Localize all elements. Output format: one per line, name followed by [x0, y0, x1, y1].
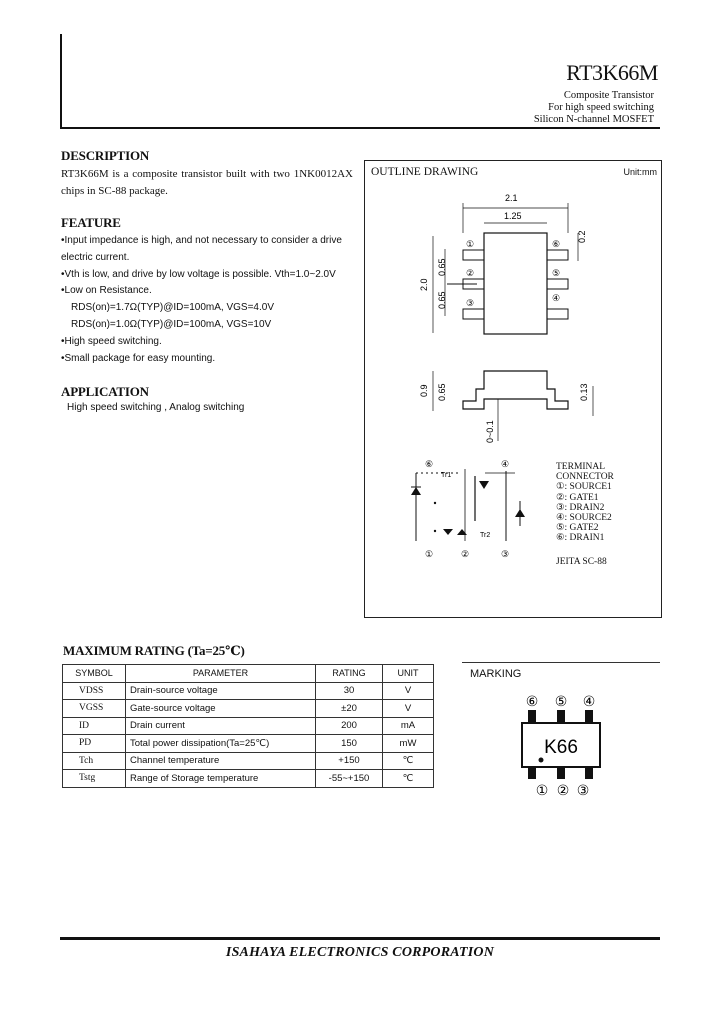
rating-cell: ±20 — [316, 700, 383, 718]
dim-pitch: 0.65 — [437, 258, 447, 276]
feature-list — [61, 233, 361, 367]
table-row — [63, 752, 434, 770]
marking-pin: ④ — [582, 694, 596, 710]
pin-label: ④ — [552, 293, 561, 303]
terminal-item: ⑥: DRAIN1 — [556, 533, 605, 544]
terminal-connector-list — [556, 462, 614, 544]
pin-label: ④ — [501, 459, 510, 469]
unit-cell: mA — [383, 717, 434, 735]
marking-pin: ③ — [576, 783, 590, 799]
table-row — [63, 717, 434, 735]
unit-cell: ℃ — [383, 752, 434, 770]
feature-item: RDS(on)=1.7Ω(TYP)@ID=100mA, VGS=4.0V — [71, 302, 274, 314]
outline-unit: Unit:mm — [623, 167, 657, 177]
pin-label: ① — [425, 549, 434, 559]
dim-width-body: 1.25 — [504, 211, 522, 221]
pin-label: ⑤ — [552, 268, 561, 278]
transistor-label: Tr2 — [480, 532, 491, 539]
pin-label: ③ — [501, 549, 510, 559]
application-heading: APPLICATION — [61, 384, 149, 399]
terminal-item: ②: GATE1 — [556, 492, 599, 503]
parameter-cell: Range of Storage temperature — [126, 770, 316, 788]
package-drawing — [365, 161, 661, 617]
pin-label: ⑥ — [425, 459, 434, 469]
unit-cell: ℃ — [383, 770, 434, 788]
unit-cell: mW — [383, 735, 434, 753]
feature-heading: FEATURE — [61, 215, 121, 230]
part-subtitle — [534, 90, 654, 126]
column-header: RATING — [316, 665, 383, 683]
feature-item: •Small package for easy mounting. — [61, 352, 216, 364]
dim-width-total: 2.1 — [505, 193, 518, 203]
outline-title: OUTLINE DRAWING — [371, 166, 479, 178]
terminal-item: ③: DRAIN2 — [556, 502, 605, 513]
header-vertical-rule — [60, 34, 62, 128]
subtitle-line: Composite Transistor — [563, 90, 654, 101]
rating-cell: 150 — [316, 735, 383, 753]
symbol-cell: ID — [63, 717, 126, 735]
symbol-cell: Tch — [63, 752, 126, 770]
feature-item: •Low on Resistance. — [61, 285, 152, 297]
rating-cell: 30 — [316, 682, 383, 700]
table-row — [63, 682, 434, 700]
dim-lead-thickness: 0.13 — [579, 383, 589, 401]
symbol-cell: VGSS — [63, 700, 126, 718]
pin1-dot — [539, 758, 544, 763]
pin-label: ⑥ — [552, 239, 561, 249]
dim-lead: 0.2 — [577, 230, 587, 243]
marking-heading: MARKING — [470, 668, 522, 680]
subtitle-line: For high speed switching — [548, 102, 654, 113]
parameter-cell: Drain current — [126, 717, 316, 735]
terminal-item: ④: SOURCE2 — [556, 513, 612, 524]
column-header: PARAMETER — [126, 665, 316, 683]
max-rating-heading: MAXIMUM RATING (Ta=25℃) — [63, 643, 245, 658]
parameter-cell: Total power dissipation(Ta=25℃) — [126, 735, 316, 753]
pin-label: ② — [461, 549, 470, 559]
symbol-cell: VDSS — [63, 682, 126, 700]
outline-drawing-box — [364, 160, 662, 618]
feature-item: electric current. — [61, 251, 130, 263]
symbol-cell: PD — [63, 735, 126, 753]
unit-cell: V — [383, 700, 434, 718]
footer-rule — [60, 937, 660, 940]
unit-cell: V — [383, 682, 434, 700]
rating-cell: 200 — [316, 717, 383, 735]
header-horizontal-rule — [60, 127, 660, 129]
dim-thickness: 0.9 — [419, 384, 429, 397]
pin-label: ③ — [466, 298, 475, 308]
marking-pin: ① — [535, 783, 549, 799]
table-row — [63, 700, 434, 718]
symbol-cell: Tstg — [63, 770, 126, 788]
pin-label: ① — [466, 239, 475, 249]
parameter-cell: Gate-source voltage — [126, 700, 316, 718]
column-header: UNIT — [383, 665, 434, 683]
dim-lead2: 0.65 — [437, 383, 447, 401]
max-rating-table — [62, 664, 434, 788]
application-text: High speed switching , Analog switching — [67, 402, 245, 413]
company-name: ISAHAYA ELECTRONICS CORPORATION — [225, 945, 495, 960]
feature-item: •Vth is low, and drive by low voltage is possible. Vth=1.0~2.0V — [61, 268, 336, 280]
feature-item: RDS(on)=1.0Ω(TYP)@ID=100mA, VGS=10V — [71, 318, 272, 330]
description-heading: DESCRIPTION — [61, 148, 150, 163]
subtitle-line: Silicon N-channel MOSFET — [533, 114, 654, 125]
dim-pitch: 0.65 — [437, 291, 447, 309]
terminal-heading: CONNECTOR — [556, 472, 614, 483]
marking-drawing — [516, 690, 606, 800]
marking-pin: ⑥ — [525, 694, 539, 710]
table-header-row — [63, 665, 434, 683]
table-row — [63, 735, 434, 753]
terminal-item: ①: SOURCE1 — [556, 482, 612, 493]
description-text: RT3K66M is a composite transistor built with two 1NK0012AX chips in SC-88 package. — [61, 168, 353, 197]
marking-pin: ⑤ — [554, 694, 568, 710]
column-header: SYMBOL — [63, 665, 126, 683]
terminal-heading: TERMINAL — [556, 462, 606, 472]
feature-item: •Input impedance is high, and not necessary to consider a drive — [61, 235, 342, 246]
transistor-label: Tr1 — [441, 472, 452, 479]
rating-cell: -55~+150 — [316, 770, 383, 788]
table-row — [63, 770, 434, 788]
terminal-item: ⑤: GATE2 — [556, 523, 599, 534]
package-side-view — [463, 371, 568, 409]
part-number: RT3K66M — [566, 60, 658, 85]
dim-standoff: 0~0.1 — [485, 420, 495, 443]
feature-item: •High speed switching. — [61, 335, 162, 347]
parameter-cell: Drain-source voltage — [126, 682, 316, 700]
package-body-top — [484, 233, 547, 334]
package-standard: JEITA SC-88 — [556, 557, 607, 567]
parameter-cell: Channel temperature — [126, 752, 316, 770]
marking-pin: ② — [556, 783, 570, 799]
dim-height: 2.0 — [419, 278, 429, 291]
pin-label: ② — [466, 268, 475, 278]
rating-cell: +150 — [316, 752, 383, 770]
marking-rule — [462, 662, 660, 663]
marking-code: K66 — [544, 737, 578, 758]
